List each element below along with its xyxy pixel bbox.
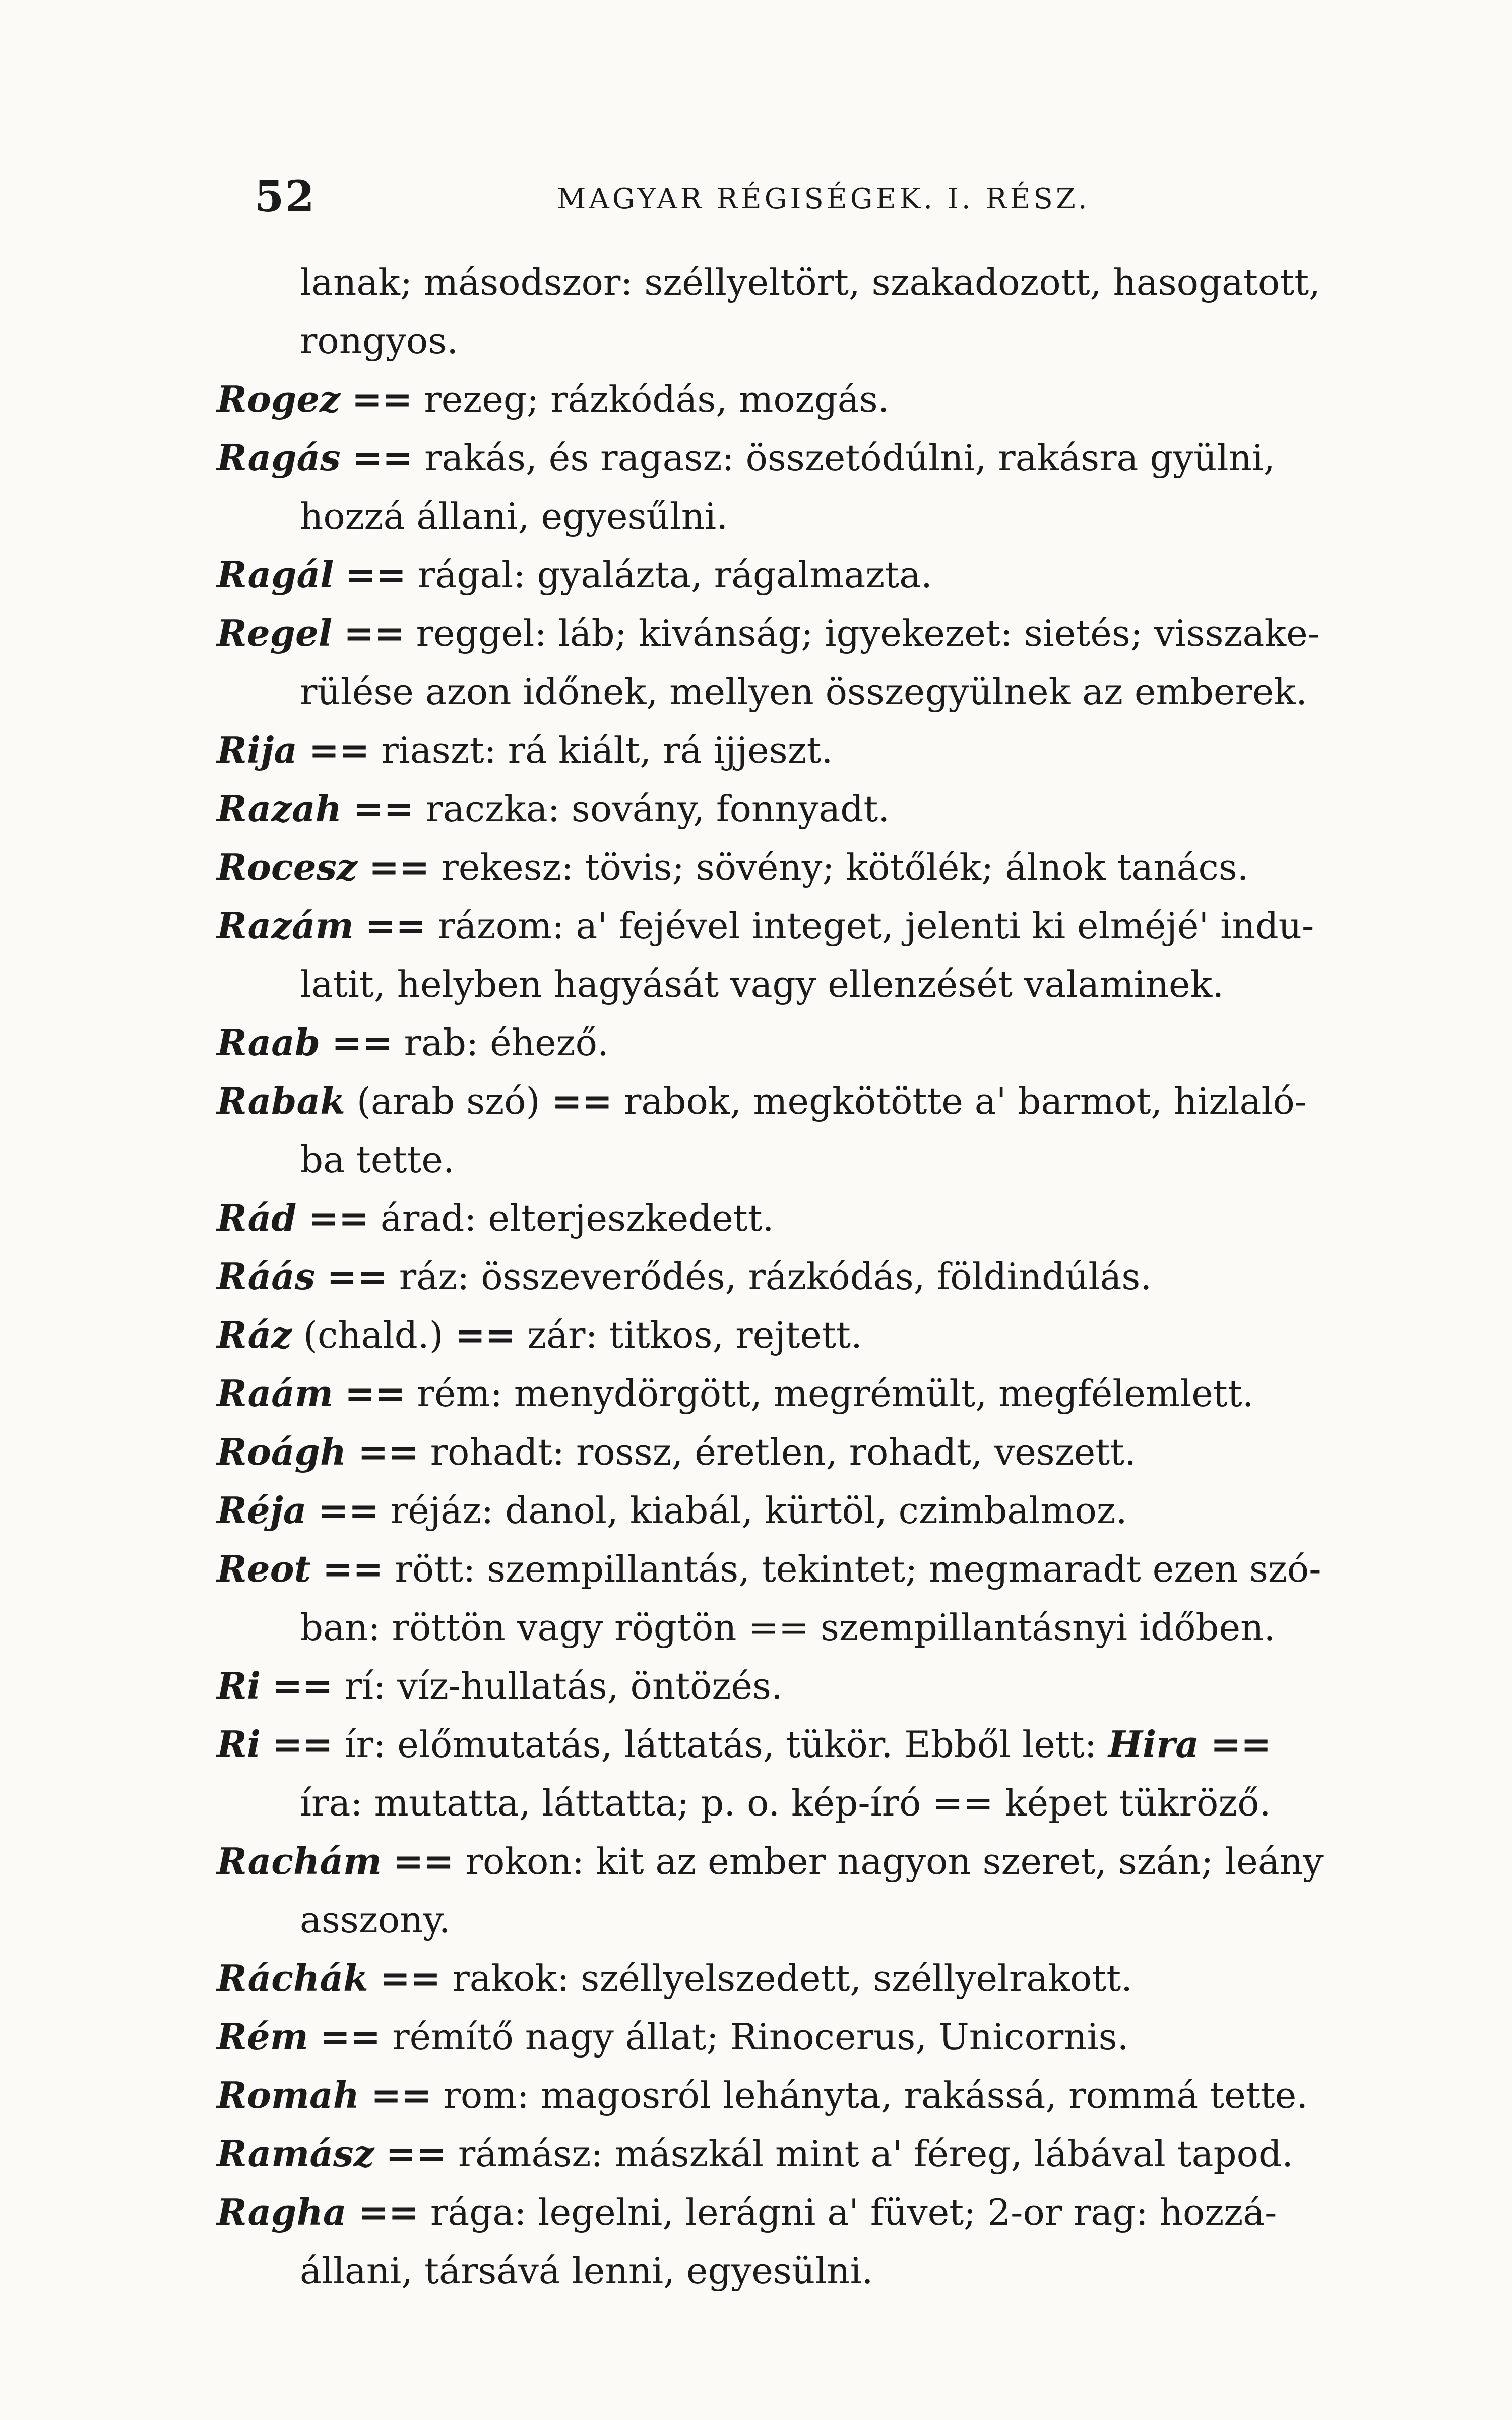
entry-text: hozzá állani, egyesűlni. bbox=[300, 495, 728, 537]
entry-line bbox=[217, 1483, 1127, 1538]
entry-text: rágal: gyalázta, rágalmazta. bbox=[417, 554, 932, 596]
equals-sign: == bbox=[351, 378, 413, 420]
headword: Rád bbox=[217, 1196, 297, 1239]
headword: Rém bbox=[217, 2015, 308, 2058]
headword: Ráás bbox=[217, 1255, 316, 1298]
headword: Rabak bbox=[217, 1079, 346, 1122]
entry-text: ban: röttön vagy rögtön == szempillantásnyi időben. bbox=[300, 1606, 1276, 1649]
equals-sign: == bbox=[320, 2015, 381, 2058]
entry-text: riaszt: rá kiált, rá ijjeszt. bbox=[381, 729, 833, 771]
equals-sign: == bbox=[345, 553, 407, 596]
equals-sign: == bbox=[365, 904, 426, 947]
entry-line bbox=[217, 1951, 1132, 2006]
equals-sign: == bbox=[353, 787, 414, 830]
entry-line bbox=[217, 1249, 1152, 1304]
entry-text: rokon: kit az ember nagyon szeret, szán; leány bbox=[465, 1840, 1324, 1883]
equals-sign: == bbox=[370, 2074, 432, 2116]
headword: Ri bbox=[217, 1723, 261, 1766]
entry-line bbox=[217, 1424, 1136, 1480]
entry-line bbox=[217, 1307, 862, 1363]
entry-line bbox=[217, 1658, 783, 1714]
entry-line bbox=[217, 2185, 1277, 2240]
entry-text: rakás, és ragasz: összetódúlni, rakásra gyülni, bbox=[424, 437, 1275, 479]
entry-text: asszony. bbox=[300, 1899, 451, 1941]
continuation-line bbox=[300, 1892, 450, 1948]
continuation-line bbox=[300, 1600, 1275, 1655]
entry-text: ráz: összeverődés, rázkódás, földindúlás. bbox=[399, 1255, 1152, 1298]
entry-line bbox=[217, 372, 890, 427]
entry-text: rém: menydörgött, megrémült, megfélemlett. bbox=[417, 1372, 1254, 1415]
equals-sign: == bbox=[272, 1723, 333, 1766]
entry-text: rab: éhező. bbox=[404, 1021, 609, 1064]
continuation-line bbox=[300, 2243, 873, 2298]
headword: Réja bbox=[217, 1489, 307, 1532]
entry-line bbox=[217, 1541, 1321, 1597]
entry-text: rom: magosról lehányta, rakássá, rommá tette. bbox=[443, 2074, 1308, 2116]
continuation-line bbox=[300, 313, 458, 369]
entry-line bbox=[217, 2126, 1293, 2182]
entry-line bbox=[217, 722, 833, 778]
entry-line bbox=[217, 430, 1275, 486]
entry-line bbox=[217, 1073, 1307, 1129]
equals-sign: == bbox=[318, 1489, 379, 1532]
entry-text: réjáz: danol, kiabál, kürtöl, czimbalmoz. bbox=[390, 1489, 1127, 1532]
equals-sign: == bbox=[344, 1372, 406, 1415]
headword: Razám bbox=[217, 904, 354, 947]
entry-text: rezeg; rázkódás, mozgás. bbox=[424, 378, 890, 420]
equals-sign: == bbox=[455, 1313, 516, 1356]
entry-line bbox=[217, 2009, 1129, 2065]
headword: Regel bbox=[217, 612, 333, 654]
entry-line bbox=[217, 1834, 1324, 1889]
headword: Rocesz bbox=[217, 845, 357, 888]
entry-text: raczka: sovány, fonnyadt. bbox=[425, 788, 890, 830]
equals-sign: == bbox=[327, 1255, 388, 1298]
entry-note: (chald.) bbox=[303, 1314, 444, 1356]
entry-line bbox=[217, 1366, 1254, 1421]
entry-text: rázom: a' fejével integet, jelenti ki elméjé' indu- bbox=[437, 904, 1314, 947]
running-title: MAGYAR RÉGISÉGEK. I. RÉSZ. bbox=[557, 183, 1090, 215]
page-header bbox=[255, 166, 1363, 227]
entry-text: ba tette. bbox=[300, 1138, 455, 1181]
entry-line bbox=[217, 606, 1320, 661]
entry-text: rött: szempillantás, tekintet; megmaradt ezen szó- bbox=[395, 1548, 1321, 1590]
entry-note: (arab szó) bbox=[356, 1080, 540, 1122]
headword: Reot bbox=[217, 1547, 311, 1590]
headword: Rija bbox=[217, 729, 297, 771]
entry-line bbox=[217, 547, 932, 602]
equals-sign: == bbox=[358, 1430, 419, 1473]
continuation-line bbox=[300, 1132, 455, 1187]
continuation-line bbox=[300, 956, 1224, 1012]
page-number: 52 bbox=[255, 171, 316, 221]
headword: Ráchák bbox=[217, 1957, 368, 2000]
equals-sign: == bbox=[344, 612, 405, 654]
equals-sign: == bbox=[332, 1021, 393, 1064]
headword: Ragál bbox=[217, 553, 334, 596]
entry-line bbox=[217, 2068, 1308, 2123]
headword: Ragha bbox=[217, 2191, 347, 2233]
entry-text: rongyos. bbox=[300, 320, 459, 362]
continuation-line bbox=[300, 664, 1307, 719]
entry-text: állani, társává lenni, egyesülni. bbox=[300, 2250, 873, 2292]
entry-line bbox=[217, 839, 1249, 895]
equals-sign: == bbox=[368, 845, 430, 888]
headword: Roágh bbox=[217, 1430, 347, 1473]
entry-text: lanak; másodszor: széllyeltört, szakadozott, hasogatott, bbox=[300, 261, 1321, 304]
equals-sign: == bbox=[1210, 1723, 1272, 1766]
equals-sign: == bbox=[308, 1196, 369, 1239]
entry-line bbox=[217, 1015, 609, 1070]
entry-text: íra: mutatta, láttatta; p. o. kép-író == képet tükröző. bbox=[300, 1782, 1271, 1824]
entry-text: ír: előmutatás, láttatás, tükör. Ebből lett: bbox=[344, 1723, 1097, 1766]
entry-line bbox=[217, 898, 1314, 953]
entry-line bbox=[217, 1190, 774, 1246]
entry-text: rülése azon időnek, mellyen összegyülnek az emberek. bbox=[300, 671, 1307, 713]
entry-text: rí: víz-hullatás, öntözés. bbox=[344, 1665, 783, 1707]
equals-sign: == bbox=[386, 2132, 447, 2175]
entry-text: latit, helyben hagyását vagy ellenzését valaminek. bbox=[300, 963, 1224, 1005]
entry-text: rémítő nagy állat; Rinocerus, Unicornis. bbox=[392, 2016, 1129, 2058]
equals-sign: == bbox=[352, 436, 413, 479]
headword: Ragás bbox=[217, 436, 341, 479]
entry-text: rámász: mászkál mint a' féreg, lábával tapod. bbox=[458, 2133, 1293, 2175]
headword: Ráz bbox=[217, 1313, 292, 1356]
continuation-line bbox=[300, 1775, 1271, 1831]
entry-line bbox=[217, 781, 890, 836]
headword: Rachám bbox=[217, 1840, 382, 1883]
entry-text: reggel: láb; kivánság; igyekezet: sietés; visszake- bbox=[416, 612, 1320, 654]
headword: Raám bbox=[217, 1372, 333, 1415]
equals-sign: == bbox=[393, 1840, 454, 1883]
headword: Razah bbox=[217, 787, 342, 830]
entry-text: zár: titkos, rejtett. bbox=[527, 1314, 862, 1356]
equals-sign: == bbox=[358, 2191, 419, 2233]
equals-sign: == bbox=[308, 729, 370, 771]
equals-sign: == bbox=[322, 1547, 384, 1590]
continuation-line bbox=[300, 255, 1320, 310]
derived-word: Hira bbox=[1108, 1723, 1199, 1766]
entry-text: rabok, megkötötte a' barmot, hizlaló- bbox=[624, 1080, 1307, 1122]
entry-text: rága: legelni, lerágni a' füvet; 2-or rag: hozzá- bbox=[430, 2191, 1277, 2233]
headword: Romah bbox=[217, 2074, 360, 2116]
equals-sign: == bbox=[380, 1957, 441, 2000]
equals-sign: == bbox=[272, 1664, 333, 1707]
headword: Ramász bbox=[217, 2132, 374, 2175]
entry-text: rohadt: rossz, éretlen, rohadt, veszett. bbox=[430, 1431, 1136, 1473]
entry-text: rakok: széllyelszedett, széllyelrakott. bbox=[452, 1957, 1133, 2000]
headword: Rogez bbox=[217, 378, 340, 420]
entry-line bbox=[217, 1717, 1271, 1772]
headword: Ri bbox=[217, 1664, 261, 1707]
continuation-line bbox=[300, 489, 728, 544]
entry-text: árad: elterjeszkedett. bbox=[380, 1197, 774, 1239]
entry-text: rekesz: tövis; sövény; kötőlék; álnok tanács. bbox=[441, 846, 1249, 888]
headword: Raab bbox=[217, 1021, 321, 1064]
equals-sign: == bbox=[551, 1079, 613, 1122]
